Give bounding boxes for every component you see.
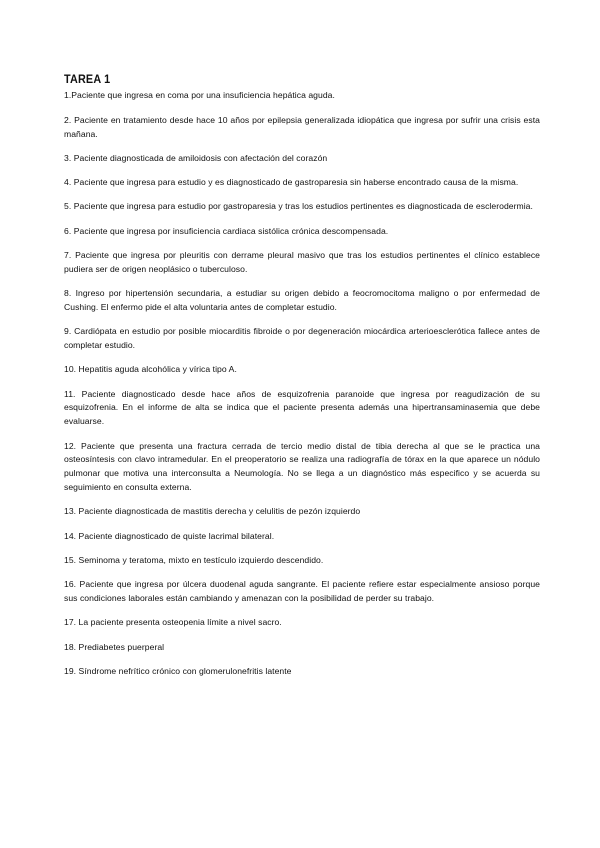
case-item-3: 3. Paciente diagnosticada de amiloidosis con afectación del corazón bbox=[64, 152, 328, 163]
case-item-13: 13. Paciente diagnosticada de mastitis derecha y celulitis de pezón izquierdo bbox=[64, 506, 361, 517]
case-item-15: 15. Seminoma y teratoma, mixto en testículo izquierdo descendido. bbox=[64, 554, 324, 565]
case-item-8: 8. Ingreso por hipertensión secundaria, a estudiar su origen debido a feocromocitoma maligno o por enfermedad de Cushing. El enfermo pide el alta voluntaria antes de completar estudio. bbox=[64, 288, 540, 312]
case-item-14: 14. Paciente diagnosticado de quiste lacrimal bilateral. bbox=[64, 530, 275, 541]
case-item-10: 10. Hepatitis aguda alcohólica y vírica tipo A. bbox=[64, 364, 237, 375]
case-item-6: 6. Paciente que ingresa por insuficiencia cardiaca sistólica crónica descompensada. bbox=[64, 225, 389, 236]
case-item-5: 5. Paciente que ingresa para estudio por gastroparesia y tras los estudios pertinentes es diagnosticada de esclerodermia. bbox=[64, 201, 533, 212]
case-item-1: 1.Paciente que ingresa en coma por una insuficiencia hepática aguda. bbox=[64, 90, 335, 100]
case-item-9: 9. Cardiópata en estudio por posible miocarditis fibroide o por degeneración miocárdica arterioesclerótica fallece antes de completar estudio. bbox=[64, 326, 540, 351]
case-item-17: 17. La paciente presenta osteopenia límite a nivel sacro. bbox=[64, 617, 282, 628]
case-item-2: 2. Paciente en tratamiento desde hace 10 años por epilepsia generalizada idiopática que ingresa por sufrir una crisis esta mañana. bbox=[64, 114, 540, 139]
case-item-7: 7. Paciente que ingresa por pleuritis con derrame pleural masivo que tras los estudios pertinentes el clínico establece pudiera ser de origen neoplásico o tuberculoso. bbox=[64, 250, 540, 274]
case-item-4: 4. Paciente que ingresa para estudio y es diagnosticado de gastroparesia sin haberse encontrado causa de la misma. bbox=[64, 177, 519, 188]
case-item-11: 11. Paciente diagnosticado desde hace años de esquizofrenia paranoide que ingresa por reagudización de su esquizofrenia. En el informe de alta se indica que el paciente presenta además una hipertransaminasemia que debe evaluarse. bbox=[64, 388, 540, 427]
case-item-18: 18. Prediabetes puerperal bbox=[64, 641, 165, 652]
document-page bbox=[64, 72, 540, 689]
case-item-12: 12. Paciente que presenta una fractura cerrada de tercio medio distal de tibia derecha al que se le practica una osteosíntesis con clavo intramedular. En el preoperatorio se realiza una radiografía de tórax en la que aparece un nódulo pulmonar que motiva una interconsulta a Neumología. No se llega a un diagnóstico más especifico y se acuerda su seguimiento en consulta externa. bbox=[64, 440, 540, 492]
case-item-16: 16. Paciente que ingresa por úlcera duodenal aguda sangrante. El paciente refiere estar especialmente ansioso porque sus condiciones laborales están cambiando y amenazan con la posibilidad de perder su trabajo. bbox=[64, 579, 540, 603]
case-item-19: 19. Síndrome nefrítico crónico con glomerulonefritis latente bbox=[64, 665, 292, 676]
document-title: TAREA 1 bbox=[64, 72, 111, 86]
case-list bbox=[64, 89, 540, 679]
